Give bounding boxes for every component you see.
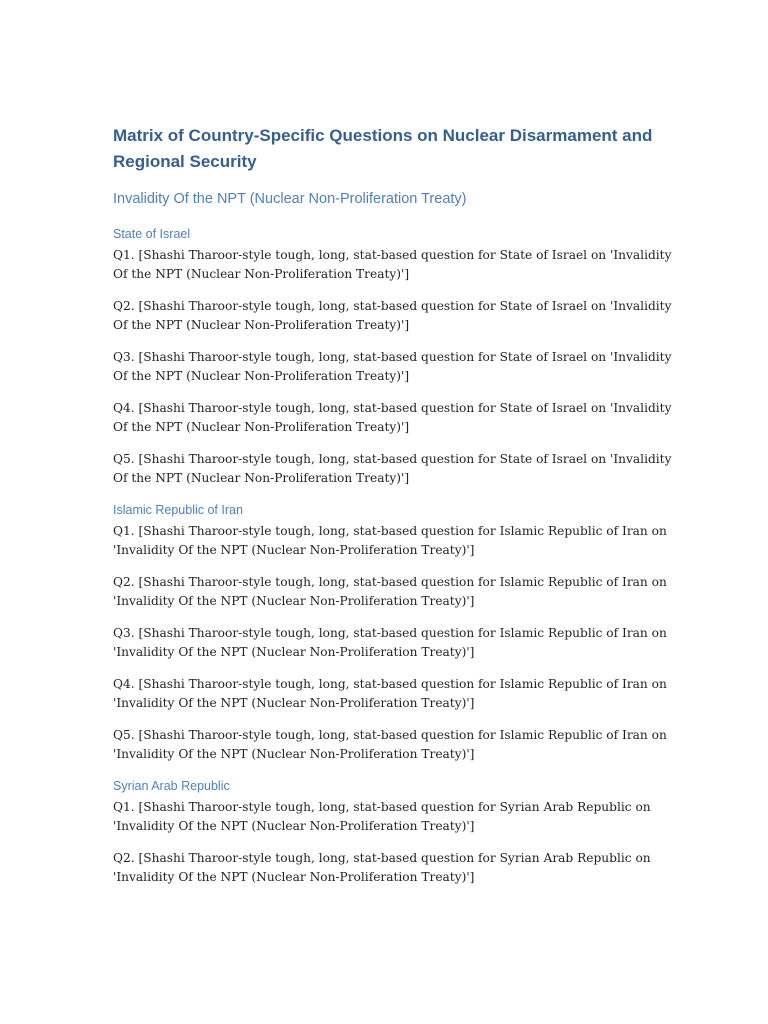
question-item: Q4. [Shashi Tharoor-style tough, long, stat-based question for State of Israel on 'Invalidity Of the NPT (Nuclear Non-Proliferation Treaty)']	[113, 401, 672, 434]
document-page	[113, 123, 673, 887]
question-item: Q2. [Shashi Tharoor-style tough, long, stat-based question for Syrian Arab Republic on 'Invalidity Of the NPT (Nuclear Non-Proliferation Treaty)']	[113, 851, 651, 884]
question-item: Q3. [Shashi Tharoor-style tough, long, stat-based question for Islamic Republic of Iran on 'Invalidity Of the NPT (Nuclear Non-Proliferation Treaty)']	[113, 626, 667, 659]
question-item: Q5. [Shashi Tharoor-style tough, long, stat-based question for Islamic Republic of Iran on 'Invalidity Of the NPT (Nuclear Non-Proliferation Treaty)']	[113, 728, 667, 761]
question-item: Q5. [Shashi Tharoor-style tough, long, stat-based question for State of Israel on 'Invalidity Of the NPT (Nuclear Non-Proliferation Treaty)']	[113, 452, 672, 485]
section-heading: Invalidity Of the NPT (Nuclear Non-Proliferation Treaty)	[113, 191, 467, 207]
country-section-israel	[113, 226, 673, 488]
question-item: Q4. [Shashi Tharoor-style tough, long, stat-based question for Islamic Republic of Iran on 'Invalidity Of the NPT (Nuclear Non-Proliferation Treaty)']	[113, 677, 667, 710]
country-section-syria	[113, 778, 673, 887]
country-heading: State of Israel	[113, 227, 191, 241]
country-heading: Islamic Republic of Iran	[113, 503, 243, 517]
country-section-iran	[113, 502, 673, 764]
question-item: Q1. [Shashi Tharoor-style tough, long, stat-based question for Syrian Arab Republic on 'Invalidity Of the NPT (Nuclear Non-Proliferation Treaty)']	[113, 800, 651, 833]
question-item: Q1. [Shashi Tharoor-style tough, long, stat-based question for Islamic Republic of Iran on 'Invalidity Of the NPT (Nuclear Non-Proliferation Treaty)']	[113, 524, 667, 557]
question-item: Q3. [Shashi Tharoor-style tough, long, stat-based question for State of Israel on 'Invalidity Of the NPT (Nuclear Non-Proliferation Treaty)']	[113, 350, 672, 383]
question-item: Q2. [Shashi Tharoor-style tough, long, stat-based question for Islamic Republic of Iran on 'Invalidity Of the NPT (Nuclear Non-Proliferation Treaty)']	[113, 575, 667, 608]
question-item: Q1. [Shashi Tharoor-style tough, long, stat-based question for State of Israel on 'Invalidity Of the NPT (Nuclear Non-Proliferation Treaty)']	[113, 248, 672, 281]
question-item: Q2. [Shashi Tharoor-style tough, long, stat-based question for State of Israel on 'Invalidity Of the NPT (Nuclear Non-Proliferation Treaty)']	[113, 299, 672, 332]
document-title: Matrix of Country-Specific Questions on Nuclear Disarmament and Regional Security	[113, 126, 653, 171]
country-heading: Syrian Arab Republic	[113, 779, 230, 793]
